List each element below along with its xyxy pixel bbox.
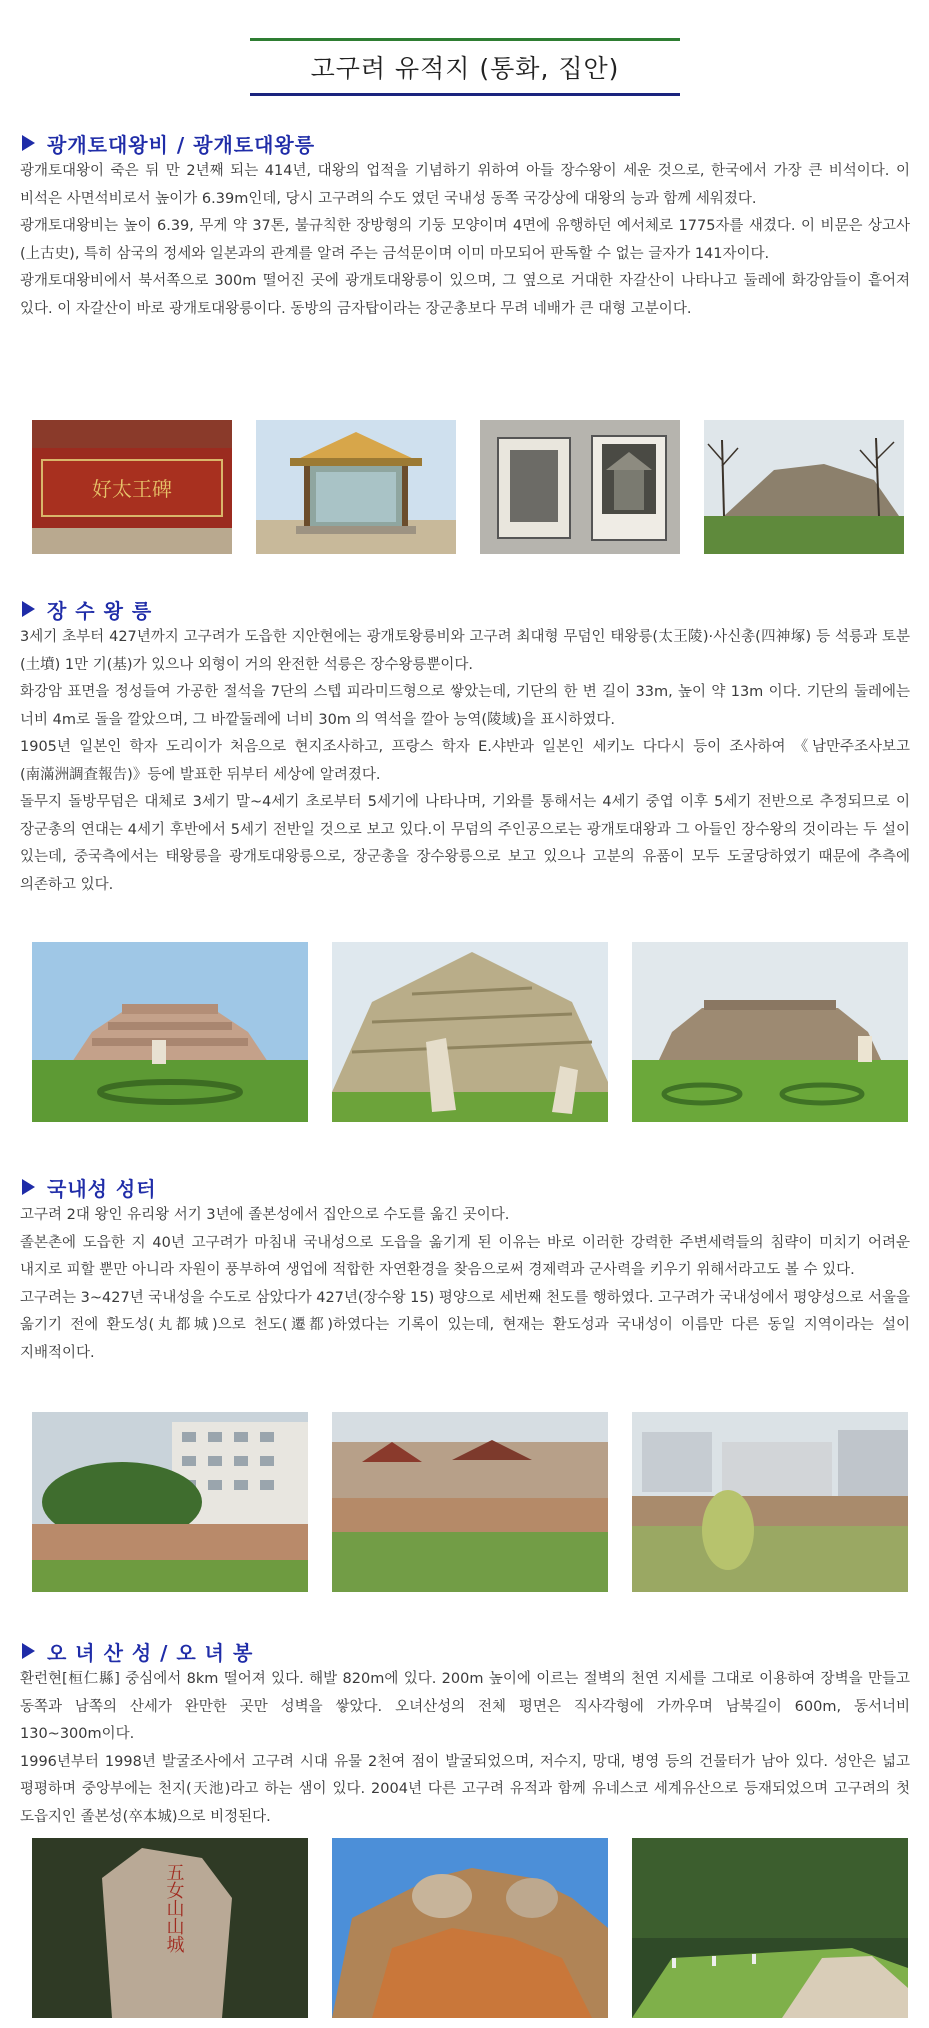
paragraph: 광개토대왕비에서 북서쪽으로 300m 떨어진 곳에 광개토대왕릉이 있으며, 그 옆으로 거대한 자갈산이 나타나고 둘레에 화강암들이 흩어져 있다. 이 자갈산이 바로 광개토대왕릉이다. 동방의 금자탑이라는 장군총보다 무려 네배가 큰 대형 고분이다. (20, 273, 910, 317)
triangle-bullet-icon (22, 1643, 35, 1659)
section-heading (20, 594, 910, 624)
paragraph: 화강암 표면을 정성들여 가공한 절석을 7단의 스텝 피라미드형으로 쌓았는데, 기단의 한 변 길이 33m, 높이 약 13m 이다. 기단의 둘레에는 너비 4m로 돌을 깔았으며, 그 바깥둘레에 너비 30m 의 역석을 깔아 능역(陵域)을 표시하였다. (20, 684, 910, 728)
triangle-bullet-icon (22, 135, 35, 151)
section-heading (20, 1172, 910, 1202)
paragraph: 졸본촌에 도읍한 지 40년 고구려가 마침내 국내성으로 도읍을 옮기게 된 이유는 바로 이러한 강력한 주변세력들의 침략이 미치기 어려운 내지로 피할 뿐만 아니라 자원이 풍부하여 생업에 적합한 자연환경을 찾음으로써 경제력과 군사력을 키우기 위해서라고도 볼 수 있다. (20, 1234, 910, 1278)
photo-fortress-wall-apartments (32, 1412, 308, 1592)
paragraph: 3세기 초부터 427년까지 고구려가 도읍한 지안현에는 광개토왕릉비와 고구려 최대형 무덤인 태왕릉(太王陵)·사신총(四神塚) 등 석릉과 토분(土墳) 1만 기(基)가 있으나 외형이 거의 완전한 석릉은 장수왕릉뿐이다. (20, 629, 910, 673)
section-gungnae-fortress (20, 1172, 910, 1367)
section-title: 오 녀 산 성 / 오 녀 봉 (47, 1640, 254, 1665)
photo-fortress-field (632, 1412, 908, 1592)
paragraph: 환런현[桓仁縣] 중심에서 8km 떨어져 있다. 해발 820m에 있다. 200m 높이에 이르는 절벽의 천연 지세를 그대로 이용하여 장벽을 만들고 동쪽과 남쪽의 산세가 완만한 곳만 성벽을 쌓았다. 오녀산성의 전체 평면은 직사각형에 가까우며 남북길이 600m, 동서너비 130~300m이다. (20, 1671, 910, 1742)
title-box (250, 38, 680, 96)
paragraph: 1996년부터 1998년 발굴조사에서 고구려 시대 유물 2천여 점이 발굴되었으며, 저수지, 망대, 병영 등의 건물터가 남아 있다. 성안은 넓고 평평하며 중앙부에는 천지(天池)라고 하는 샘이 있다. 2004년 다른 고구려 유적과 함께 유네스코 세계유산으로 등재되었으며 고구려의 첫 도읍지인 졸본성(卒本城)으로 비정된다. (20, 1753, 910, 1825)
photo-stone-marker (32, 1838, 308, 2018)
paragraph: 고구려는 3~427년 국내성을 수도로 삼았다가 427년(장수왕 15) 평양으로 세번째 천도를 행하였다. 고구려가 국내성에서 평양성으로 서울을 옮기기 전에 환도성(丸都城)으로 천도(遷都)하였다는 기록이 있는데, 현재는 환도성과 국내성이 이름만 다른 동일 지역이라는 설이 지배적이다. (20, 1289, 910, 1361)
section-title: 장 수 왕 릉 (47, 598, 153, 623)
photo-gwanggaeto-tomb (704, 420, 904, 554)
section-title: 국내성 성터 (47, 1176, 157, 1201)
paragraph: 광개토대왕비는 높이 6.39, 무게 약 37톤, 불규칙한 장방형의 기둥 모양이며 4면에 유행하던 예서체로 1775자를 새겼다. 이 비문은 상고사(上古史), 특히 삼국의 정세와 일본과의 관계를 알려 주는 금석문이며 이미 마모되어 판독할 수 없는 글자가 141자이다. (20, 218, 910, 262)
photo-pavilion (256, 420, 456, 554)
paragraph: 1905년 일본인 학자 도리이가 처음으로 현지조사하고, 프랑스 학자 E.샤반과 일본인 세키노 다다시 등이 조사하여 《남만주조사보고(南滿洲調査報告)》등에 발표한 뒤부터 세상에 알려졌다. (20, 739, 910, 783)
paragraph: 광개토대왕이 죽은 뒤 만 2년째 되는 414년, 대왕의 업적을 기념하기 위하여 아들 장수왕이 세운 것으로, 한국에서 가장 큰 비석이다. 이 비석은 사면석비로서 높이가 6.39m인데, 당시 고구려의 수도 였던 국내성 동쪽 국강상에 대왕의 능과 함께 세워졌다. (20, 163, 910, 207)
section-gwanggaeto (20, 128, 910, 323)
section-heading (20, 1636, 910, 1666)
section-onyeo-fortress (20, 1636, 910, 1831)
section-heading (20, 128, 910, 158)
sign-text: 好太王碑 (92, 477, 172, 501)
photo-fortress-wall-town (332, 1412, 608, 1592)
photo-rubbings-display (480, 420, 680, 554)
photo-jangsu-tomb-front (32, 942, 308, 1122)
photo-jangsu-tomb-garden (632, 942, 908, 1122)
photo-jangsu-tomb-side (332, 942, 608, 1122)
photo-inscription-sign (32, 420, 232, 554)
section-title: 광개토대왕비 / 광개토대왕릉 (47, 132, 316, 157)
marker-text: 五女山山城 (163, 1863, 185, 1953)
photo-onyeo-peak (332, 1838, 608, 2018)
paragraph: 고구려 2대 왕인 유리왕 서기 3년에 졸본성에서 집안으로 수도를 옮긴 곳이다. (20, 1207, 510, 1223)
section-jangsu-tomb (20, 594, 910, 899)
paragraph: 돌무지 돌방무덤은 대체로 3세기 말~4세기 초로부터 5세기에 나타나며, 기와를 통해서는 4세기 중엽 이후 5세기 전반으로 추정되므로 이 장군총의 연대는 4세기 후반에서 5세기 전반일 것으로 보고 있다.이 무덤의 주인공으로는 광개토대왕과 그 아들인 장수왕의 것이라는 두 설이 있는데, 중국측에서는 태왕릉을 광개토대왕릉으로, 장군총을 장수왕릉으로 보고 있으나 고분의 유품이 모두 도굴당하였기 때문에 추측에 의존하고 있다. (20, 794, 910, 893)
page-title: 고구려 유적지 (통화, 집안) (310, 54, 620, 83)
photo-forest-site (632, 1838, 908, 2018)
triangle-bullet-icon (22, 601, 35, 617)
triangle-bullet-icon (22, 1179, 35, 1195)
